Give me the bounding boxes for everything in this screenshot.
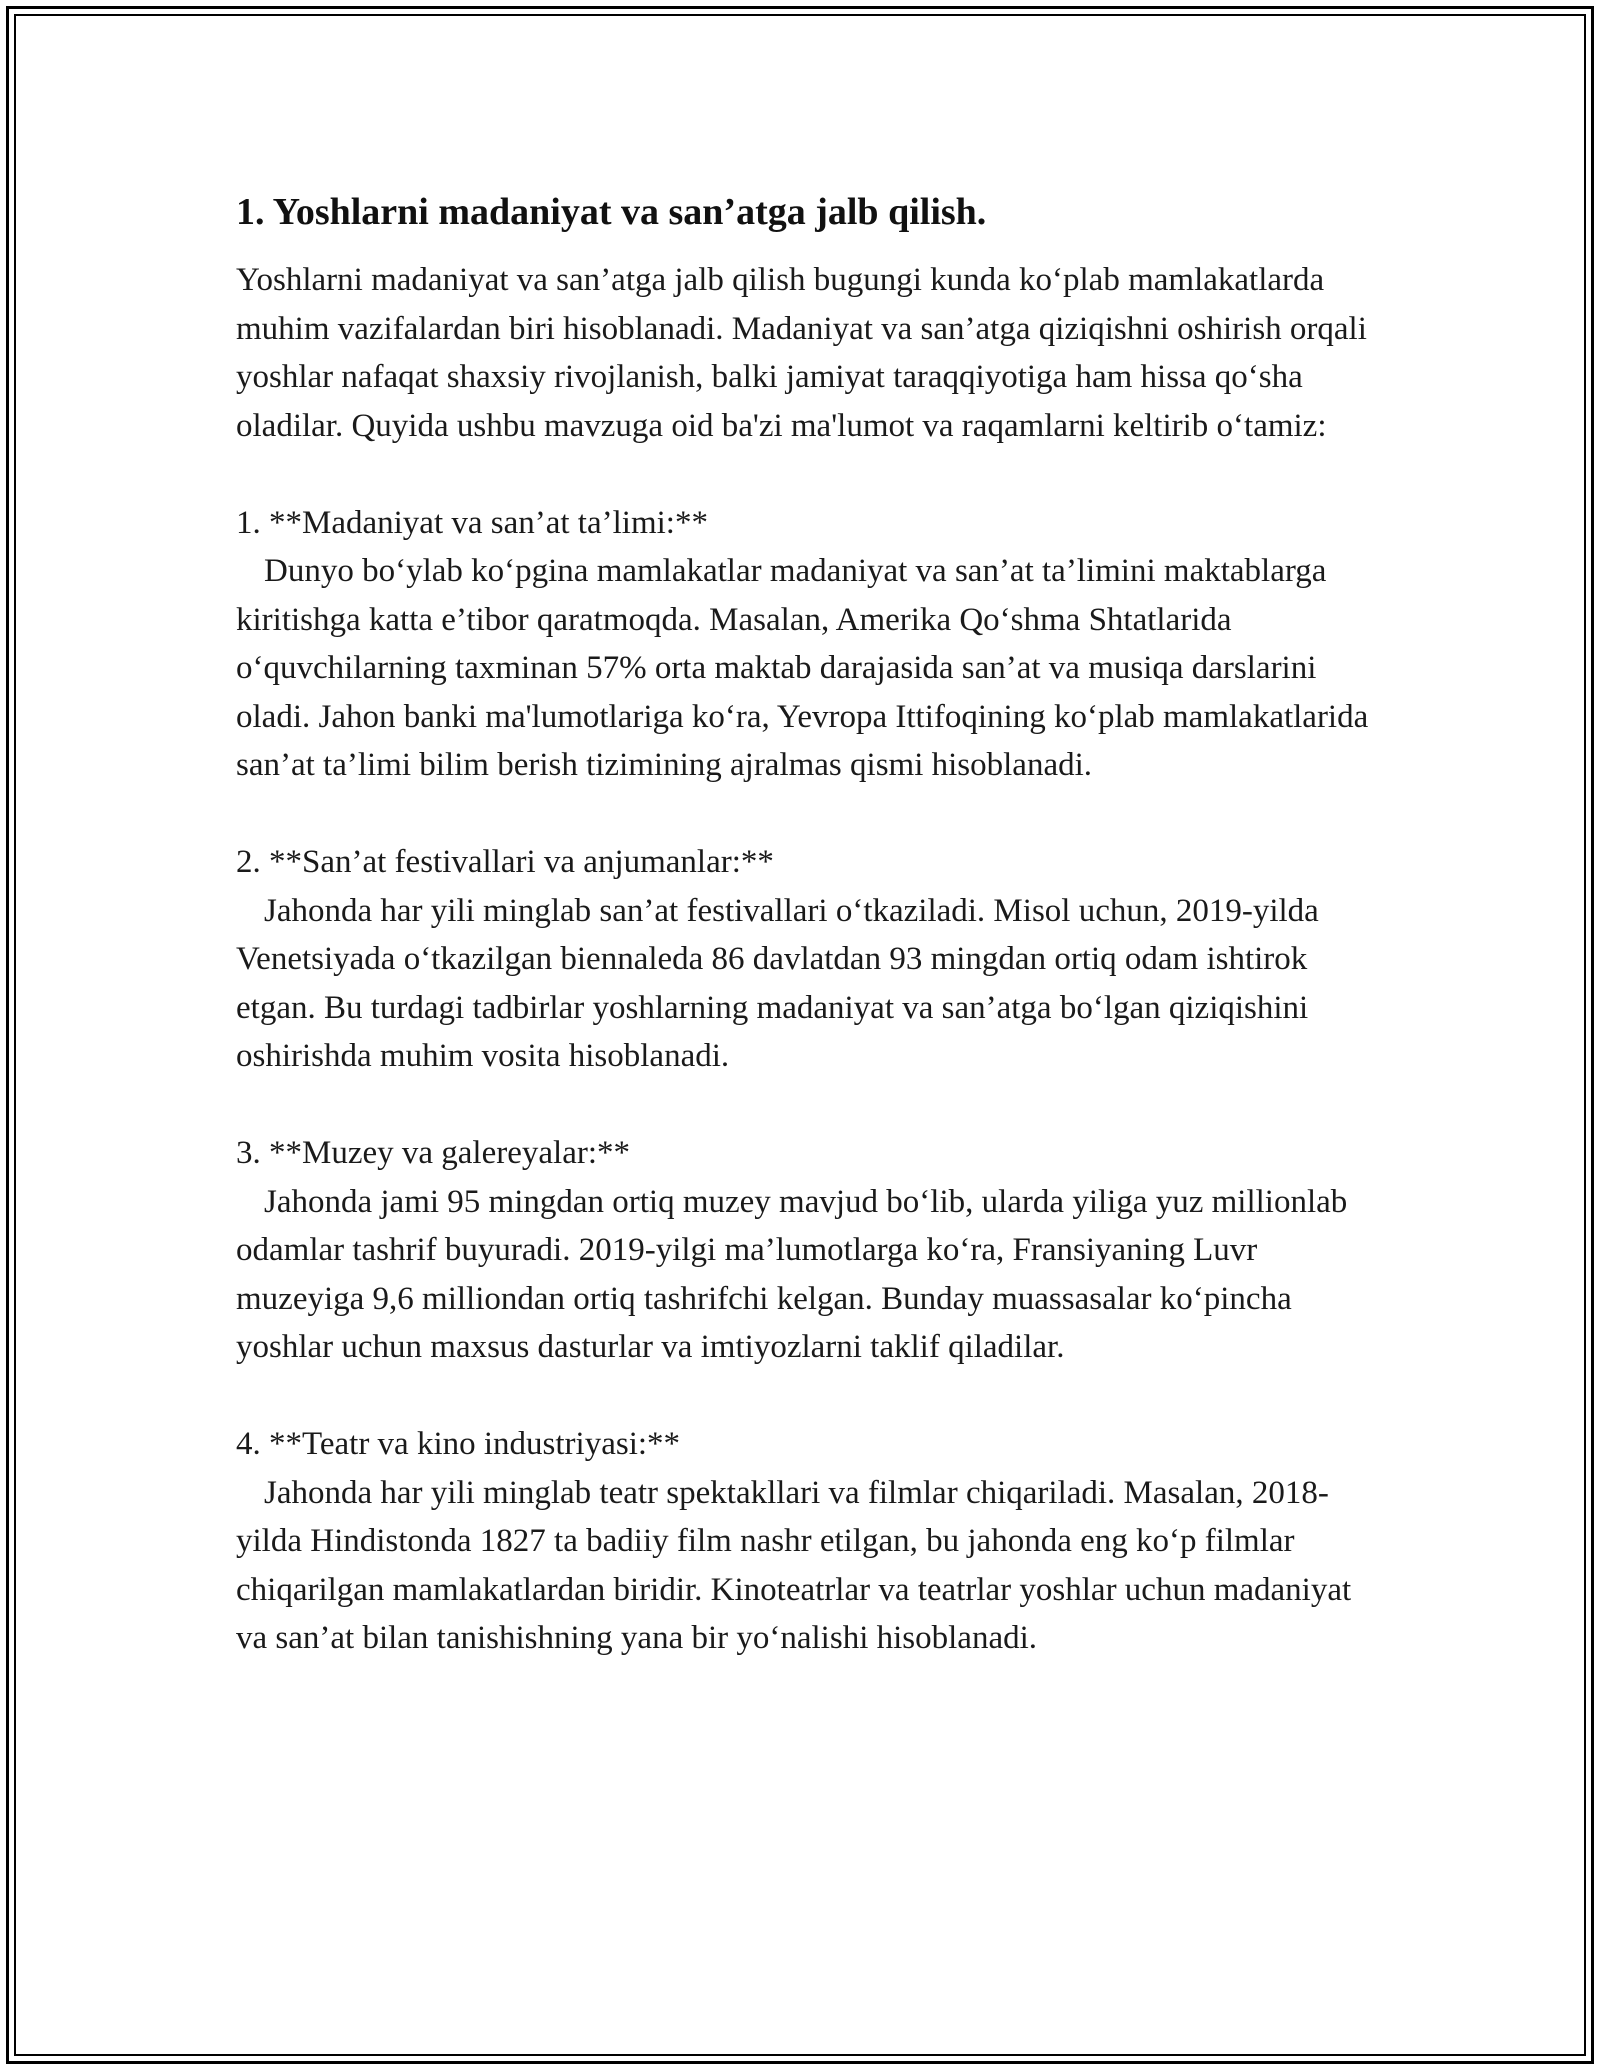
section-body: Jahonda har yili minglab teatr spektakllari va filmlar chiqariladi. Masalan, 2018-yilda Hindistonda 1827 ta badiiy film nashr etilgan, bu jahonda eng ko‘p filmlar chiqarilgan mamlakatlardan biridir. Kinoteatrlar va teatrlar yoshlar uchun madaniyat va san’at bilan tanishishning yana bir yo‘nalishi hisoblanadi. (236, 1474, 1352, 1656)
section-education (236, 499, 1376, 790)
section-body: Jahonda jami 95 mingdan ortiq muzey mavjud bo‘lib, ularda yiliga yuz millionlab odamlar tashrif buyuradi. 2019-yilgi ma’lumotlarga ko‘ra, Fransiyaning Luvr muzeyiga 9,6 milliondan ortiq tashrifchi kelgan. Bunday muassasalar ko‘pincha yoshlar uchun maxsus dasturlar va imtiyozlarni taklif qiladilar. (236, 1183, 1348, 1365)
section-heading: 4. **Teatr va kino industriyasi:** (236, 1426, 681, 1462)
section-body: Dunyo bo‘ylab ko‘pgina mamlakatlar madaniyat va san’at ta’limini maktablarga kiritishga katta e’tibor qaratmoqda. Masalan, Amerika Qo‘shma Shtatlarida o‘quvchilarning taxminan 57% orta maktab darajasida san’at va musiqa darslarini oladi. Jahon banki ma'lumotlariga ko‘ra, Yevropa Ittifoqining ko‘plab mamlakatlarida san’at ta’limi bilim berish tizimining ajralmas qismi hisoblanadi. (236, 553, 1369, 783)
section-museums (236, 1129, 1376, 1372)
intro-paragraph: Yoshlarni madaniyat va san’atga jalb qilish bugungi kunda ko‘plab mamlakatlarda muhim vazifalardan biri hisoblanadi. Madaniyat va san’atga qiziqishni oshirish orqali yoshlar nafaqat shaxsiy rivojlanish, balki jamiyat taraqqiyotiga ham hissa qo‘sha oladilar. Quyida ushbu mavzuga oid ba'zi ma'lumot va raqamlarni keltirib o‘tamiz: (236, 262, 1367, 444)
section-body: Jahonda har yili minglab san’at festivallari o‘tkaziladi. Misol uchun, 2019-yilda Venetsiyada o‘tkazilgan biennaleda 86 davlatdan 93 mingdan ortiq odam ishtirok etgan. Bu turdagi tadbirlar yoshlarning madaniyat va san’atga bo‘lgan qiziqishini oshirishda muhim vosita hisoblanadi. (236, 892, 1319, 1074)
section-heading: 1. **Madaniyat va san’at ta’limi:** (236, 504, 708, 541)
document-content (236, 186, 1376, 1663)
section-heading: 3. **Muzey va galereyalar:** (236, 1135, 631, 1171)
section-theatre-cinema (236, 1420, 1376, 1663)
document-title: 1. Yoshlarni madaniyat va san’atga jalb qilish. (236, 191, 987, 233)
section-heading: 2. **San’at festivallari va anjumanlar:** (236, 844, 774, 880)
section-festivals (236, 838, 1376, 1081)
